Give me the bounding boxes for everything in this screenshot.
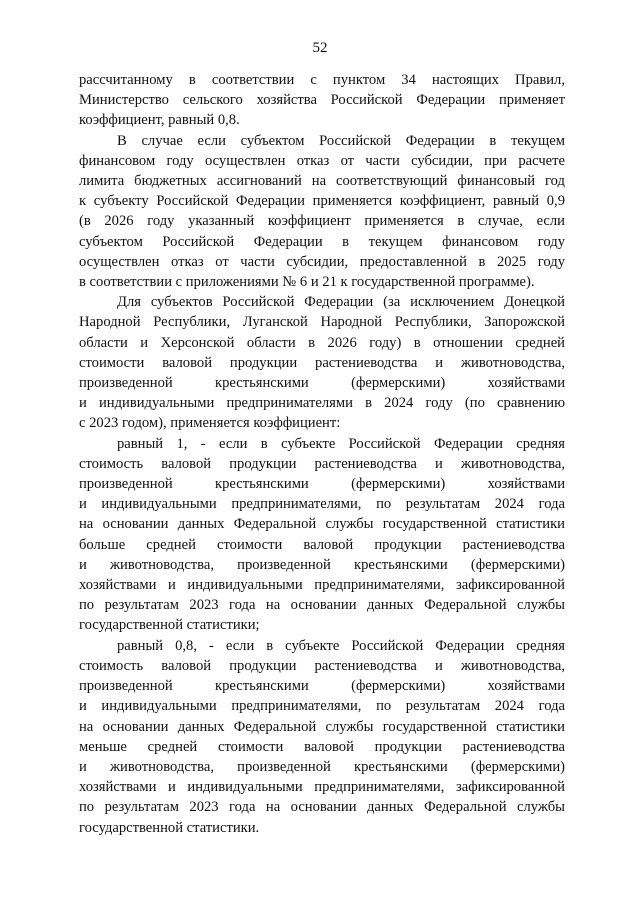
paragraph <box>79 131 565 293</box>
text-line: произведенной крестьянскими (фермерскими) хозяйствами <box>79 375 565 392</box>
text-line: на основании данных Федеральной службы государственной статистики <box>79 516 565 533</box>
text-line: государственной статистики. <box>79 819 260 836</box>
text-line: произведенной крестьянскими (фермерскими) хозяйствами <box>79 476 565 493</box>
text-line: лимита бюджетных ассигнований на соответствующий финансовый год <box>79 173 565 190</box>
text-line: рассчитанному в соответствии с пунктом 34 настоящих Правил, <box>79 72 565 88</box>
text-line: и индивидуальными предпринимателями, по результатам 2024 года <box>79 698 565 715</box>
text-line: на основании данных Федеральной службы государственной статистики <box>79 718 565 735</box>
text-line: стоимости валовой продукции растениеводства и животноводства, <box>79 354 565 371</box>
text-line: и индивидуальными предпринимателями, по результатам 2024 года <box>79 496 565 513</box>
text-line: стоимость валовой продукции растениеводства и животноводства, <box>79 455 565 472</box>
text-line: субъектом Российской Федерации в текущем финансовом году <box>79 233 565 250</box>
text-line: и животноводства, произведенной крестьянскими (фермерскими) <box>79 758 565 775</box>
text-line: области и Херсонской области в 2026 году) в отношении средней <box>79 334 565 351</box>
text-line: и животноводства, произведенной крестьянскими (фермерскими) <box>79 556 565 573</box>
text-line: с 2023 годом), применяется коэффициент: <box>79 415 341 432</box>
text-line: хозяйствами и индивидуальными предпринимателями, зафиксированной <box>79 577 565 594</box>
text-line: меньше средней стоимости валовой продукции растениеводства <box>79 738 565 755</box>
text-line: произведенной крестьянскими (фермерскими) хозяйствами <box>79 678 565 695</box>
text-line: к субъекту Российской Федерации применяется коэффициент, равный 0,9 <box>79 193 565 210</box>
text-line: больше средней стоимости валовой продукции растениеводства <box>79 536 565 553</box>
text-line: стоимость валовой продукции растениеводства и животноводства, <box>79 657 565 674</box>
text-line: (в 2026 году указанный коэффициент применяется в случае, если <box>79 213 565 230</box>
text-line: в соответствии с приложениями № 6 и 21 к государственной программе). <box>79 274 535 291</box>
text-line: Народной Республики, Луганской Народной Республики, Запорожской <box>79 314 565 331</box>
paragraph <box>79 70 565 131</box>
text-line: хозяйствами и индивидуальными предпринимателями, зафиксированной <box>79 779 565 796</box>
paragraph <box>79 434 565 636</box>
text-line: осуществлен отказ от части субсидии, предоставленной в 2025 году <box>79 253 565 270</box>
text-line: равный 0,8, - если в субъекте Российской Федерации средняя <box>117 637 565 654</box>
text-line: и индивидуальными предпринимателями в 2024 году (по сравнению <box>79 395 565 412</box>
text-line: коэффициент, равный 0,8. <box>79 112 240 129</box>
paragraph <box>79 292 565 433</box>
text-line: Министерство сельского хозяйства Российской Федерации применяет <box>79 92 565 109</box>
text-line: по результатам 2023 года на основании данных Федеральной службы <box>79 597 565 614</box>
text-line: по результатам 2023 года на основании данных Федеральной службы <box>79 799 565 816</box>
paragraph <box>79 636 565 838</box>
page-number: 52 <box>312 40 328 56</box>
text-line: финансовом году осуществлен отказ от части субсидии, при расчете <box>79 152 565 169</box>
document-body <box>79 70 565 838</box>
text-line: государственной статистики; <box>79 617 260 634</box>
text-line: Для субъектов Российской Федерации (за исключением Донецкой <box>117 294 565 311</box>
text-line: В случае если субъектом Российской Федерации в текущем <box>117 132 565 149</box>
text-line: равный 1, - если в субъекте Российской Федерации средняя <box>117 435 565 452</box>
